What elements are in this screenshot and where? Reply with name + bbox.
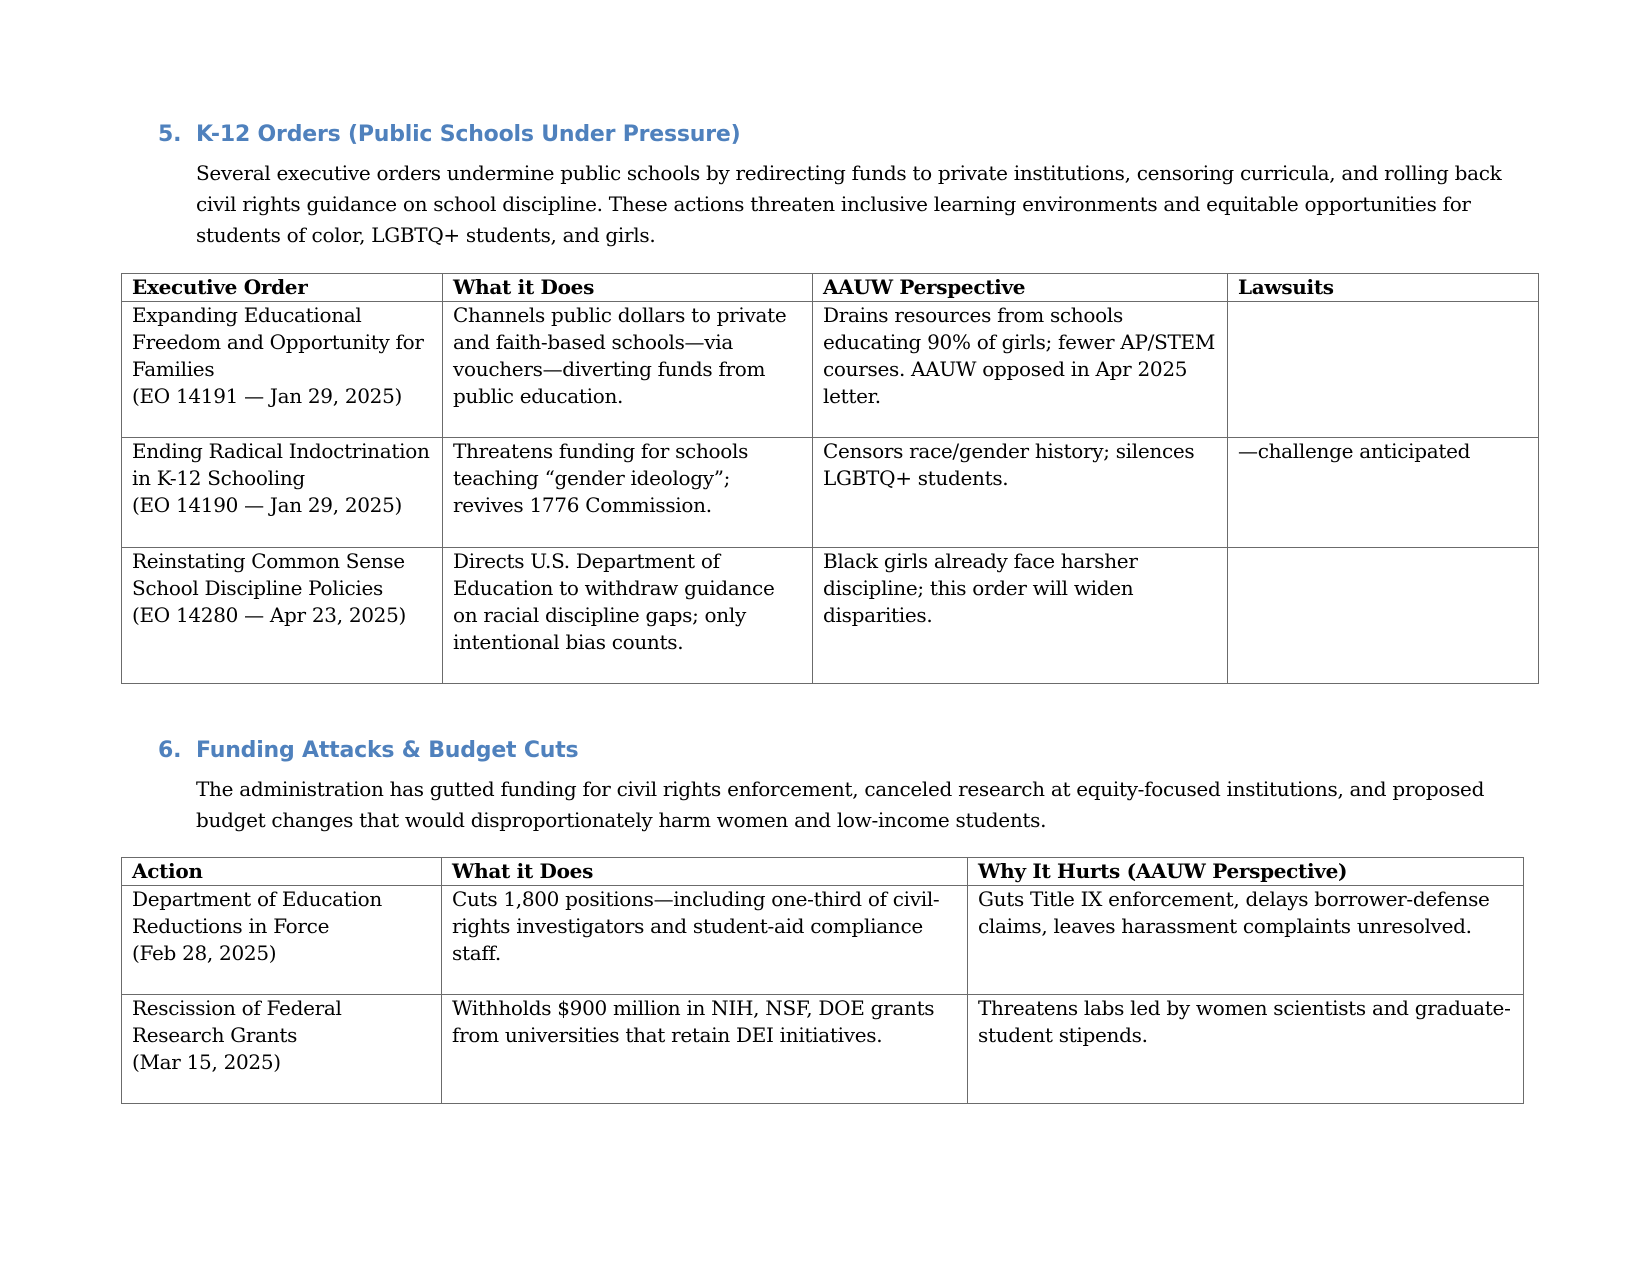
table-cell: Withholds $900 million in NIH, NSF, DOE grants from universities that retain DEI initiatives. (442, 995, 968, 1104)
table-cell: —challenge anticipated (1228, 438, 1539, 548)
section-6-intro: The administration has gutted funding for civil rights enforcement, canceled research at equity-focused institutions, and proposed budget changes that would disproportionately harm women and low-income students. (196, 777, 1485, 832)
column-header-lawsuits: Lawsuits (1228, 274, 1539, 302)
column-header-what-it-does: What it Does (443, 274, 813, 302)
table-header-row (122, 858, 1524, 886)
column-header-action: Action (122, 858, 442, 886)
column-header-what-it-does: What it Does (442, 858, 968, 886)
k12-orders-table (121, 273, 1539, 684)
table-cell: Drains resources from schools educating 90% of girls; fewer AP/STEM courses. AAUW opposed in Apr 2025 letter. (813, 302, 1228, 438)
table-row (122, 302, 1539, 438)
table-row (122, 995, 1524, 1104)
table-cell: Censors race/gender history; silences LGBTQ+ students. (813, 438, 1228, 548)
section-6-number: 6. (158, 738, 182, 763)
table-cell: Department of Education Reductions in Force (Feb 28, 2025) (122, 886, 442, 995)
table-cell: Guts Title IX enforcement, delays borrower-defense claims, leaves harassment complaints unresolved. (968, 886, 1524, 995)
column-header-aauw-perspective: AAUW Perspective (813, 274, 1228, 302)
funding-actions-table (121, 857, 1524, 1104)
table-cell: Ending Radical Indoctrination in K-12 Schooling (EO 14190 — Jan 29, 2025) (122, 438, 443, 548)
section-5-number: 5. (158, 122, 182, 147)
section-5-title: K-12 Orders (Public Schools Under Pressure) (196, 122, 741, 147)
table-cell: Threatens labs led by women scientists and graduate-student stipends. (968, 995, 1524, 1104)
table-cell: Cuts 1,800 positions—including one-third of civil-rights investigators and student-aid compliance staff. (442, 886, 968, 995)
section-5-heading (158, 122, 740, 147)
section-5-intro: Several executive orders undermine public schools by redirecting funds to private institutions, censoring curricula, and rolling back civil rights guidance on school discipline. These actions threaten inclusive learning environments and equitable opportunities for students of color, LGBTQ+ students, and girls. (196, 161, 1502, 247)
section-6-title: Funding Attacks & Budget Cuts (196, 738, 579, 763)
column-header-why-it-hurts: Why It Hurts (AAUW Perspective) (968, 858, 1524, 886)
column-header-executive-order: Executive Order (122, 274, 443, 302)
table-cell: Directs U.S. Department of Education to withdraw guidance on racial discipline gaps; only intentional bias counts. (443, 548, 813, 684)
section-6-heading (158, 738, 578, 763)
table-cell: Channels public dollars to private and faith-based schools—via vouchers—diverting funds from public education. (443, 302, 813, 438)
table-cell: Reinstating Common Sense School Discipline Policies (EO 14280 — Apr 23, 2025) (122, 548, 443, 684)
table-row (122, 548, 1539, 684)
table-cell (1228, 548, 1539, 684)
table-cell: Expanding Educational Freedom and Opportunity for Families (EO 14191 — Jan 29, 2025) (122, 302, 443, 438)
table-row (122, 886, 1524, 995)
table-cell (1228, 302, 1539, 438)
table-cell: Threatens funding for schools teaching “gender ideology”; revives 1776 Commission. (443, 438, 813, 548)
table-header-row (122, 274, 1539, 302)
table-cell: Rescission of Federal Research Grants (Mar 15, 2025) (122, 995, 442, 1104)
table-row (122, 438, 1539, 548)
table-cell: Black girls already face harsher discipline; this order will widen disparities. (813, 548, 1228, 684)
